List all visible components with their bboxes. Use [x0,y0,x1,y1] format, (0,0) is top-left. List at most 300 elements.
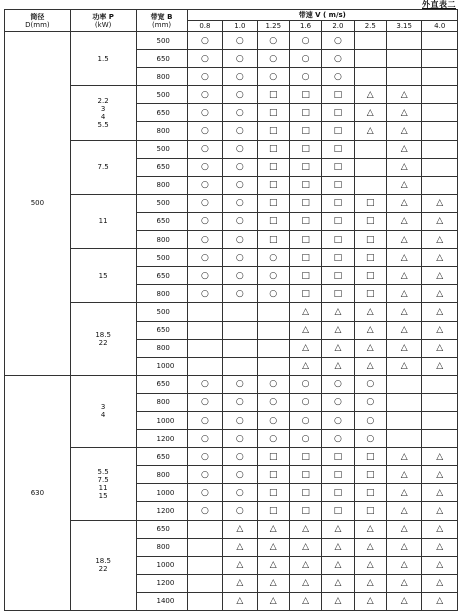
speed-cell [322,538,354,556]
circle-symbol: ○ [200,107,209,118]
circle-symbol: ○ [235,433,244,444]
table-caption: 外直表二 [422,0,456,9]
triangle-symbol: △ [334,542,342,553]
table-row [5,32,458,50]
selection-table [4,9,458,611]
speed-cell [354,321,386,339]
triangle-symbol: △ [436,505,444,516]
square-symbol: □ [333,198,343,209]
circle-symbol: ○ [235,71,244,82]
speed-header-cell: 3.15 [386,21,421,32]
speed-cell [223,556,257,574]
circle-symbol: ○ [235,162,244,173]
triangle-symbol: △ [400,524,408,535]
speed-cell [422,194,458,212]
speed-cell [386,484,421,502]
speed-cell [386,212,421,230]
triangle-symbol: △ [436,524,444,535]
speed-cell [223,231,257,249]
table-row [5,194,458,212]
circle-symbol: ○ [235,252,244,263]
triangle-symbol: △ [236,542,244,553]
empty-cell [354,32,386,50]
circle-symbol: ○ [235,216,244,227]
triangle-symbol: △ [400,144,408,155]
square-symbol: □ [268,162,278,173]
empty-cell [223,339,257,357]
speed-cell [187,502,222,520]
circle-symbol: ○ [235,180,244,191]
circle-symbol: ○ [200,469,209,480]
speed-cell [257,538,289,556]
circle-symbol: ○ [366,379,375,390]
circle-symbol: ○ [269,252,278,263]
square-symbol: □ [268,89,278,100]
square-symbol: □ [366,469,375,480]
speed-cell [289,285,321,303]
speed-cell [322,556,354,574]
speed-cell [223,176,257,194]
triangle-symbol: △ [366,89,374,100]
triangle-symbol: △ [436,578,444,589]
speed-cell [322,411,354,429]
speed-cell [386,122,421,140]
square-symbol: □ [333,144,343,155]
triangle-symbol: △ [436,451,444,462]
triangle-symbol: △ [334,524,342,535]
header-diameter-unit: D(mm) [25,20,50,29]
speed-cell [422,321,458,339]
speed-cell [289,430,321,448]
speed-cell [322,375,354,393]
speed-cell [223,68,257,86]
square-symbol: □ [268,144,278,155]
speed-cell [289,32,321,50]
speed-cell [422,267,458,285]
speed-cell [289,104,321,122]
speed-cell [322,592,354,610]
square-symbol: □ [333,216,343,227]
speed-cell [289,592,321,610]
speed-cell [322,339,354,357]
belt-width-cell: 650 [136,448,187,466]
square-symbol: □ [301,487,310,498]
square-symbol: □ [333,469,343,480]
speed-cell [257,32,289,50]
speed-cell [187,411,222,429]
speed-cell [386,357,421,375]
triangle-symbol: △ [269,578,277,589]
speed-cell [322,68,354,86]
circle-symbol: ○ [235,487,244,498]
belt-width-cell: 650 [136,321,187,339]
belt-width-cell: 650 [136,212,187,230]
header-power-unit: (kW) [94,20,112,29]
circle-symbol: ○ [235,198,244,209]
speed-cell [422,556,458,574]
empty-cell [257,357,289,375]
belt-width-cell: 500 [136,303,187,321]
speed-cell [223,466,257,484]
triangle-symbol: △ [436,596,444,607]
speed-cell [289,158,321,176]
table-row [5,375,458,393]
belt-width-cell: 650 [136,267,187,285]
square-symbol: □ [366,252,375,263]
circle-symbol: ○ [200,397,209,408]
speed-cell [187,375,222,393]
square-symbol: □ [366,234,375,245]
speed-cell [386,303,421,321]
triangle-symbol: △ [400,89,408,100]
speed-cell [289,357,321,375]
speed-cell [289,411,321,429]
triangle-symbol: △ [334,560,342,571]
speed-cell [289,556,321,574]
empty-cell [386,32,421,50]
triangle-symbol: △ [400,469,408,480]
speed-cell [257,393,289,411]
circle-symbol: ○ [200,487,209,498]
triangle-symbol: △ [400,107,408,118]
empty-cell [187,556,222,574]
triangle-symbol: △ [400,343,408,354]
square-symbol: □ [333,451,343,462]
circle-symbol: ○ [269,379,278,390]
circle-symbol: ○ [301,35,310,46]
speed-cell [187,484,222,502]
header-diameter-label: 筒径 [30,12,45,21]
speed-cell [354,556,386,574]
empty-cell [386,50,421,68]
square-symbol: □ [333,107,343,118]
belt-width-cell: 1000 [136,484,187,502]
speed-cell [354,520,386,538]
belt-width-cell: 650 [136,520,187,538]
speed-cell [187,86,222,104]
speed-cell [322,231,354,249]
circle-symbol: ○ [333,53,342,64]
speed-cell [422,484,458,502]
power-value: 15 [98,491,108,500]
power-value: 22 [98,565,108,574]
speed-cell [322,212,354,230]
triangle-symbol: △ [334,578,342,589]
circle-symbol: ○ [235,107,244,118]
table-row [5,249,458,267]
empty-cell [422,104,458,122]
speed-cell [386,86,421,104]
speed-cell [223,249,257,267]
speed-cell [354,393,386,411]
speed-cell [422,285,458,303]
triangle-symbol: △ [436,234,444,245]
speed-cell [223,502,257,520]
empty-cell [187,538,222,556]
triangle-symbol: △ [366,578,374,589]
empty-cell [422,158,458,176]
speed-cell [289,267,321,285]
triangle-symbol: △ [366,343,374,354]
power-value: 4 [100,112,106,121]
triangle-symbol: △ [366,524,374,535]
empty-cell [187,357,222,375]
square-symbol: □ [268,126,278,137]
speed-cell [257,158,289,176]
speed-cell [257,212,289,230]
speed-cell [322,321,354,339]
triangle-symbol: △ [334,306,342,317]
speed-cell [187,430,222,448]
speed-cell [289,466,321,484]
triangle-symbol: △ [366,361,374,372]
speed-cell [289,68,321,86]
speed-header-cell: 1.25 [257,21,289,32]
speed-cell [354,411,386,429]
power-cell [70,375,136,447]
triangle-symbol: △ [400,180,408,191]
speed-cell [187,50,222,68]
circle-symbol: ○ [301,379,310,390]
speed-cell [354,122,386,140]
triangle-symbol: △ [269,560,277,571]
speed-header-cell: 2.0 [322,21,354,32]
belt-width-cell: 1000 [136,556,187,574]
speed-cell [386,321,421,339]
speed-header-cell: 2.5 [354,21,386,32]
speed-cell [187,158,222,176]
empty-cell [422,68,458,86]
triangle-symbol: △ [302,560,310,571]
speed-cell [257,448,289,466]
triangle-symbol: △ [302,325,310,336]
circle-symbol: ○ [301,53,310,64]
empty-cell [422,176,458,194]
speed-cell [354,466,386,484]
speed-cell [386,176,421,194]
speed-cell [187,176,222,194]
diameter-cell: 630 [5,375,71,610]
empty-cell [422,393,458,411]
speed-cell [386,231,421,249]
power-value: 7.5 [97,475,109,484]
square-symbol: □ [301,107,310,118]
power-cell [70,520,136,610]
belt-width-cell: 650 [136,50,187,68]
belt-width-cell: 500 [136,86,187,104]
header-power [70,10,136,32]
square-symbol: □ [301,126,310,137]
square-symbol: □ [301,216,310,227]
circle-symbol: ○ [333,433,342,444]
belt-width-cell: 800 [136,393,187,411]
circle-symbol: ○ [200,288,209,299]
speed-cell [257,231,289,249]
speed-cell [322,520,354,538]
circle-symbol: ○ [366,433,375,444]
empty-cell [386,68,421,86]
speed-cell [257,502,289,520]
triangle-symbol: △ [436,469,444,480]
triangle-symbol: △ [400,252,408,263]
speed-cell [422,466,458,484]
speed-cell [289,339,321,357]
belt-width-cell: 800 [136,231,187,249]
speed-cell [322,104,354,122]
empty-cell [422,32,458,50]
empty-cell [257,321,289,339]
power-value: 11 [98,217,108,226]
table-row [5,448,458,466]
speed-cell [386,104,421,122]
circle-symbol: ○ [269,53,278,64]
square-symbol: □ [366,198,375,209]
speed-cell [322,285,354,303]
circle-symbol: ○ [269,35,278,46]
speed-cell [187,393,222,411]
speed-cell [386,448,421,466]
circle-symbol: ○ [235,288,244,299]
square-symbol: □ [333,180,343,191]
triangle-symbol: △ [436,270,444,281]
circle-symbol: ○ [269,71,278,82]
empty-cell [386,393,421,411]
circle-symbol: ○ [235,53,244,64]
speed-cell [187,249,222,267]
speed-cell [187,267,222,285]
square-symbol: □ [301,505,310,516]
table-row [5,140,458,158]
speed-cell [289,176,321,194]
square-symbol: □ [333,252,343,263]
square-symbol: □ [268,234,278,245]
triangle-symbol: △ [400,216,408,227]
square-symbol: □ [366,288,375,299]
speed-cell [354,104,386,122]
speed-cell [289,194,321,212]
power-cell [70,32,136,86]
triangle-symbol: △ [400,560,408,571]
empty-cell [187,321,222,339]
triangle-symbol: △ [236,524,244,535]
speed-cell [422,520,458,538]
speed-cell [422,357,458,375]
speed-cell [322,32,354,50]
speed-cell [354,285,386,303]
speed-cell [289,321,321,339]
triangle-symbol: △ [400,361,408,372]
square-symbol: □ [268,487,278,498]
circle-symbol: ○ [235,379,244,390]
speed-cell [422,339,458,357]
speed-cell [257,122,289,140]
speed-cell [289,484,321,502]
belt-width-cell: 650 [136,104,187,122]
speed-cell [289,520,321,538]
circle-symbol: ○ [333,379,342,390]
speed-cell [322,303,354,321]
speed-cell [257,249,289,267]
triangle-symbol: △ [400,270,408,281]
speed-cell [223,140,257,158]
circle-symbol: ○ [200,379,209,390]
speed-cell [289,50,321,68]
belt-width-cell: 650 [136,375,187,393]
speed-cell [257,592,289,610]
square-symbol: □ [301,234,310,245]
triangle-symbol: △ [366,325,374,336]
speed-cell [386,502,421,520]
header-diameter [5,10,71,32]
speed-header-cell: 1.0 [223,21,257,32]
triangle-symbol: △ [236,560,244,571]
speed-cell [354,375,386,393]
speed-cell [289,303,321,321]
belt-width-cell: 800 [136,122,187,140]
circle-symbol: ○ [301,71,310,82]
circle-symbol: ○ [333,71,342,82]
circle-symbol: ○ [333,35,342,46]
power-value: 7.5 [97,163,109,172]
circle-symbol: ○ [200,234,209,245]
speed-cell [322,122,354,140]
empty-cell [187,303,222,321]
circle-symbol: ○ [235,415,244,426]
speed-cell [223,484,257,502]
power-cell [70,303,136,375]
diameter-cell: 500 [5,32,71,376]
circle-symbol: ○ [200,252,209,263]
speed-cell [386,538,421,556]
speed-cell [386,140,421,158]
circle-symbol: ○ [200,415,209,426]
table-row [5,86,458,104]
circle-symbol: ○ [200,433,209,444]
empty-cell [223,303,257,321]
triangle-symbol: △ [302,578,310,589]
speed-cell [322,267,354,285]
circle-symbol: ○ [200,198,209,209]
square-symbol: □ [301,469,310,480]
power-value: 18.5 [95,557,111,566]
square-symbol: □ [301,162,310,173]
triangle-symbol: △ [366,596,374,607]
power-value: 5.5 [97,467,109,476]
speed-cell [187,212,222,230]
triangle-symbol: △ [400,578,408,589]
power-value: 5.5 [97,120,109,129]
triangle-symbol: △ [436,487,444,498]
empty-cell [422,430,458,448]
power-value: 18.5 [95,331,111,340]
triangle-symbol: △ [400,234,408,245]
triangle-symbol: △ [436,325,444,336]
triangle-symbol: △ [236,596,244,607]
belt-width-cell: 1200 [136,574,187,592]
speed-cell [289,502,321,520]
square-symbol: □ [366,270,375,281]
speed-cell [223,194,257,212]
triangle-symbol: △ [400,198,408,209]
table-row [5,520,458,538]
square-symbol: □ [268,451,278,462]
triangle-symbol: △ [400,126,408,137]
speed-cell [223,50,257,68]
speed-cell [223,212,257,230]
triangle-symbol: △ [334,596,342,607]
triangle-symbol: △ [400,542,408,553]
square-symbol: □ [268,469,278,480]
